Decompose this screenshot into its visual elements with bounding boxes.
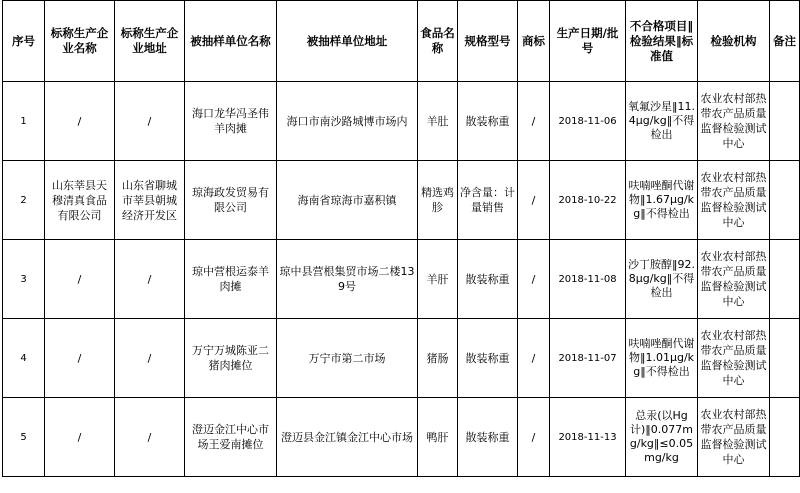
- cell-producer-address: /: [115, 82, 185, 161]
- header-result: 不合格项目‖检验结果‖标准值: [626, 1, 698, 82]
- cell-spec: 散装称重: [458, 82, 518, 161]
- header-date: 生产日期/批号: [550, 1, 626, 82]
- cell-remark: [770, 161, 800, 240]
- cell-sampled-address: 万宁市第二市场: [277, 319, 418, 398]
- cell-producer: 山东莘县天穆清真食品有限公司: [45, 161, 115, 240]
- cell-producer: /: [45, 240, 115, 319]
- cell-agency: 农业农村部热带农产品质量监督检验测试中心: [698, 398, 770, 477]
- cell-spec: 散装称重: [458, 398, 518, 477]
- cell-date: 2018-11-06: [550, 82, 626, 161]
- cell-seq: 2: [3, 161, 45, 240]
- cell-agency: 农业农村部热带农产品质量监督检验测试中心: [698, 82, 770, 161]
- header-remark: 备注: [770, 1, 800, 82]
- header-sampled-unit: 被抽样单位名称: [185, 1, 277, 82]
- header-producer-address: 标称生产企业地址: [115, 1, 185, 82]
- cell-food-name: 鸭肝: [418, 398, 458, 477]
- cell-food-name: 羊肚: [418, 82, 458, 161]
- cell-date: 2018-10-22: [550, 161, 626, 240]
- cell-brand: /: [518, 398, 550, 477]
- header-brand: 商标: [518, 1, 550, 82]
- cell-remark: [770, 82, 800, 161]
- cell-producer: /: [45, 319, 115, 398]
- cell-result: 总汞(以Hg计)‖0.077mg/kg‖≤0.05mg/kg: [626, 398, 698, 477]
- cell-sampled-unit: 琼海政发贸易有限公司: [185, 161, 277, 240]
- cell-sampled-unit: 海口龙华冯圣伟羊肉摊: [185, 82, 277, 161]
- cell-spec: 散装称重: [458, 319, 518, 398]
- cell-sampled-unit: 琼中营根运泰羊肉摊: [185, 240, 277, 319]
- cell-result: 呋喃唑酮代谢物‖1.67μg/kg‖不得检出: [626, 161, 698, 240]
- cell-seq: 3: [3, 240, 45, 319]
- cell-brand: /: [518, 240, 550, 319]
- cell-food-name: 猪肠: [418, 319, 458, 398]
- header-spec: 规格型号: [458, 1, 518, 82]
- cell-sampled-address: 澄迈县金江镇金江中心市场: [277, 398, 418, 477]
- cell-brand: /: [518, 319, 550, 398]
- cell-remark: [770, 240, 800, 319]
- cell-spec: 散装称重: [458, 240, 518, 319]
- table-row: [3, 319, 800, 398]
- header-seq: 序号: [3, 1, 45, 82]
- header-sampled-address: 被抽样单位地址: [277, 1, 418, 82]
- cell-producer-address: 山东省聊城市莘县朝城经济开发区: [115, 161, 185, 240]
- table-row: [3, 240, 800, 319]
- unqualified-food-table: [2, 0, 800, 477]
- header-row: [3, 1, 800, 82]
- cell-brand: /: [518, 82, 550, 161]
- cell-sampled-address: 琼中县营根集贸市场二楼139号: [277, 240, 418, 319]
- cell-food-name: 精选鸡胗: [418, 161, 458, 240]
- cell-result: 呋喃唑酮代谢物‖1.01μg/kg‖不得检出: [626, 319, 698, 398]
- header-producer: 标称生产企业名称: [45, 1, 115, 82]
- cell-producer: /: [45, 82, 115, 161]
- cell-producer: /: [45, 398, 115, 477]
- cell-agency: 农业农村部热带农产品质量监督检验测试中心: [698, 240, 770, 319]
- cell-sampled-address: 海口市南沙路城博市场内: [277, 82, 418, 161]
- cell-seq: 5: [3, 398, 45, 477]
- cell-sampled-unit: 澄迈金江中心市场王爱南摊位: [185, 398, 277, 477]
- cell-remark: [770, 319, 800, 398]
- cell-date: 2018-11-08: [550, 240, 626, 319]
- cell-date: 2018-11-13: [550, 398, 626, 477]
- cell-producer-address: /: [115, 398, 185, 477]
- table-row: [3, 398, 800, 477]
- cell-sampled-unit: 万宁万城陈亚二猪肉摊位: [185, 319, 277, 398]
- cell-brand: /: [518, 161, 550, 240]
- table-row: [3, 161, 800, 240]
- table-row: [3, 82, 800, 161]
- cell-agency: 农业农村部热带农产品质量监督检验测试中心: [698, 319, 770, 398]
- cell-spec: 净含量：计量销售: [458, 161, 518, 240]
- cell-producer-address: /: [115, 319, 185, 398]
- cell-producer-address: /: [115, 240, 185, 319]
- cell-date: 2018-11-07: [550, 319, 626, 398]
- cell-result: 氧氟沙星‖11.4μg/kg‖不得检出: [626, 82, 698, 161]
- cell-food-name: 羊肝: [418, 240, 458, 319]
- header-agency: 检验机构: [698, 1, 770, 82]
- cell-agency: 农业农村部热带农产品质量监督检验测试中心: [698, 161, 770, 240]
- cell-remark: [770, 398, 800, 477]
- cell-result: 沙丁胺醇‖92.8μg/kg‖不得检出: [626, 240, 698, 319]
- cell-seq: 1: [3, 82, 45, 161]
- cell-sampled-address: 海南省琼海市嘉积镇: [277, 161, 418, 240]
- cell-seq: 4: [3, 319, 45, 398]
- header-food-name: 食品名称: [418, 1, 458, 82]
